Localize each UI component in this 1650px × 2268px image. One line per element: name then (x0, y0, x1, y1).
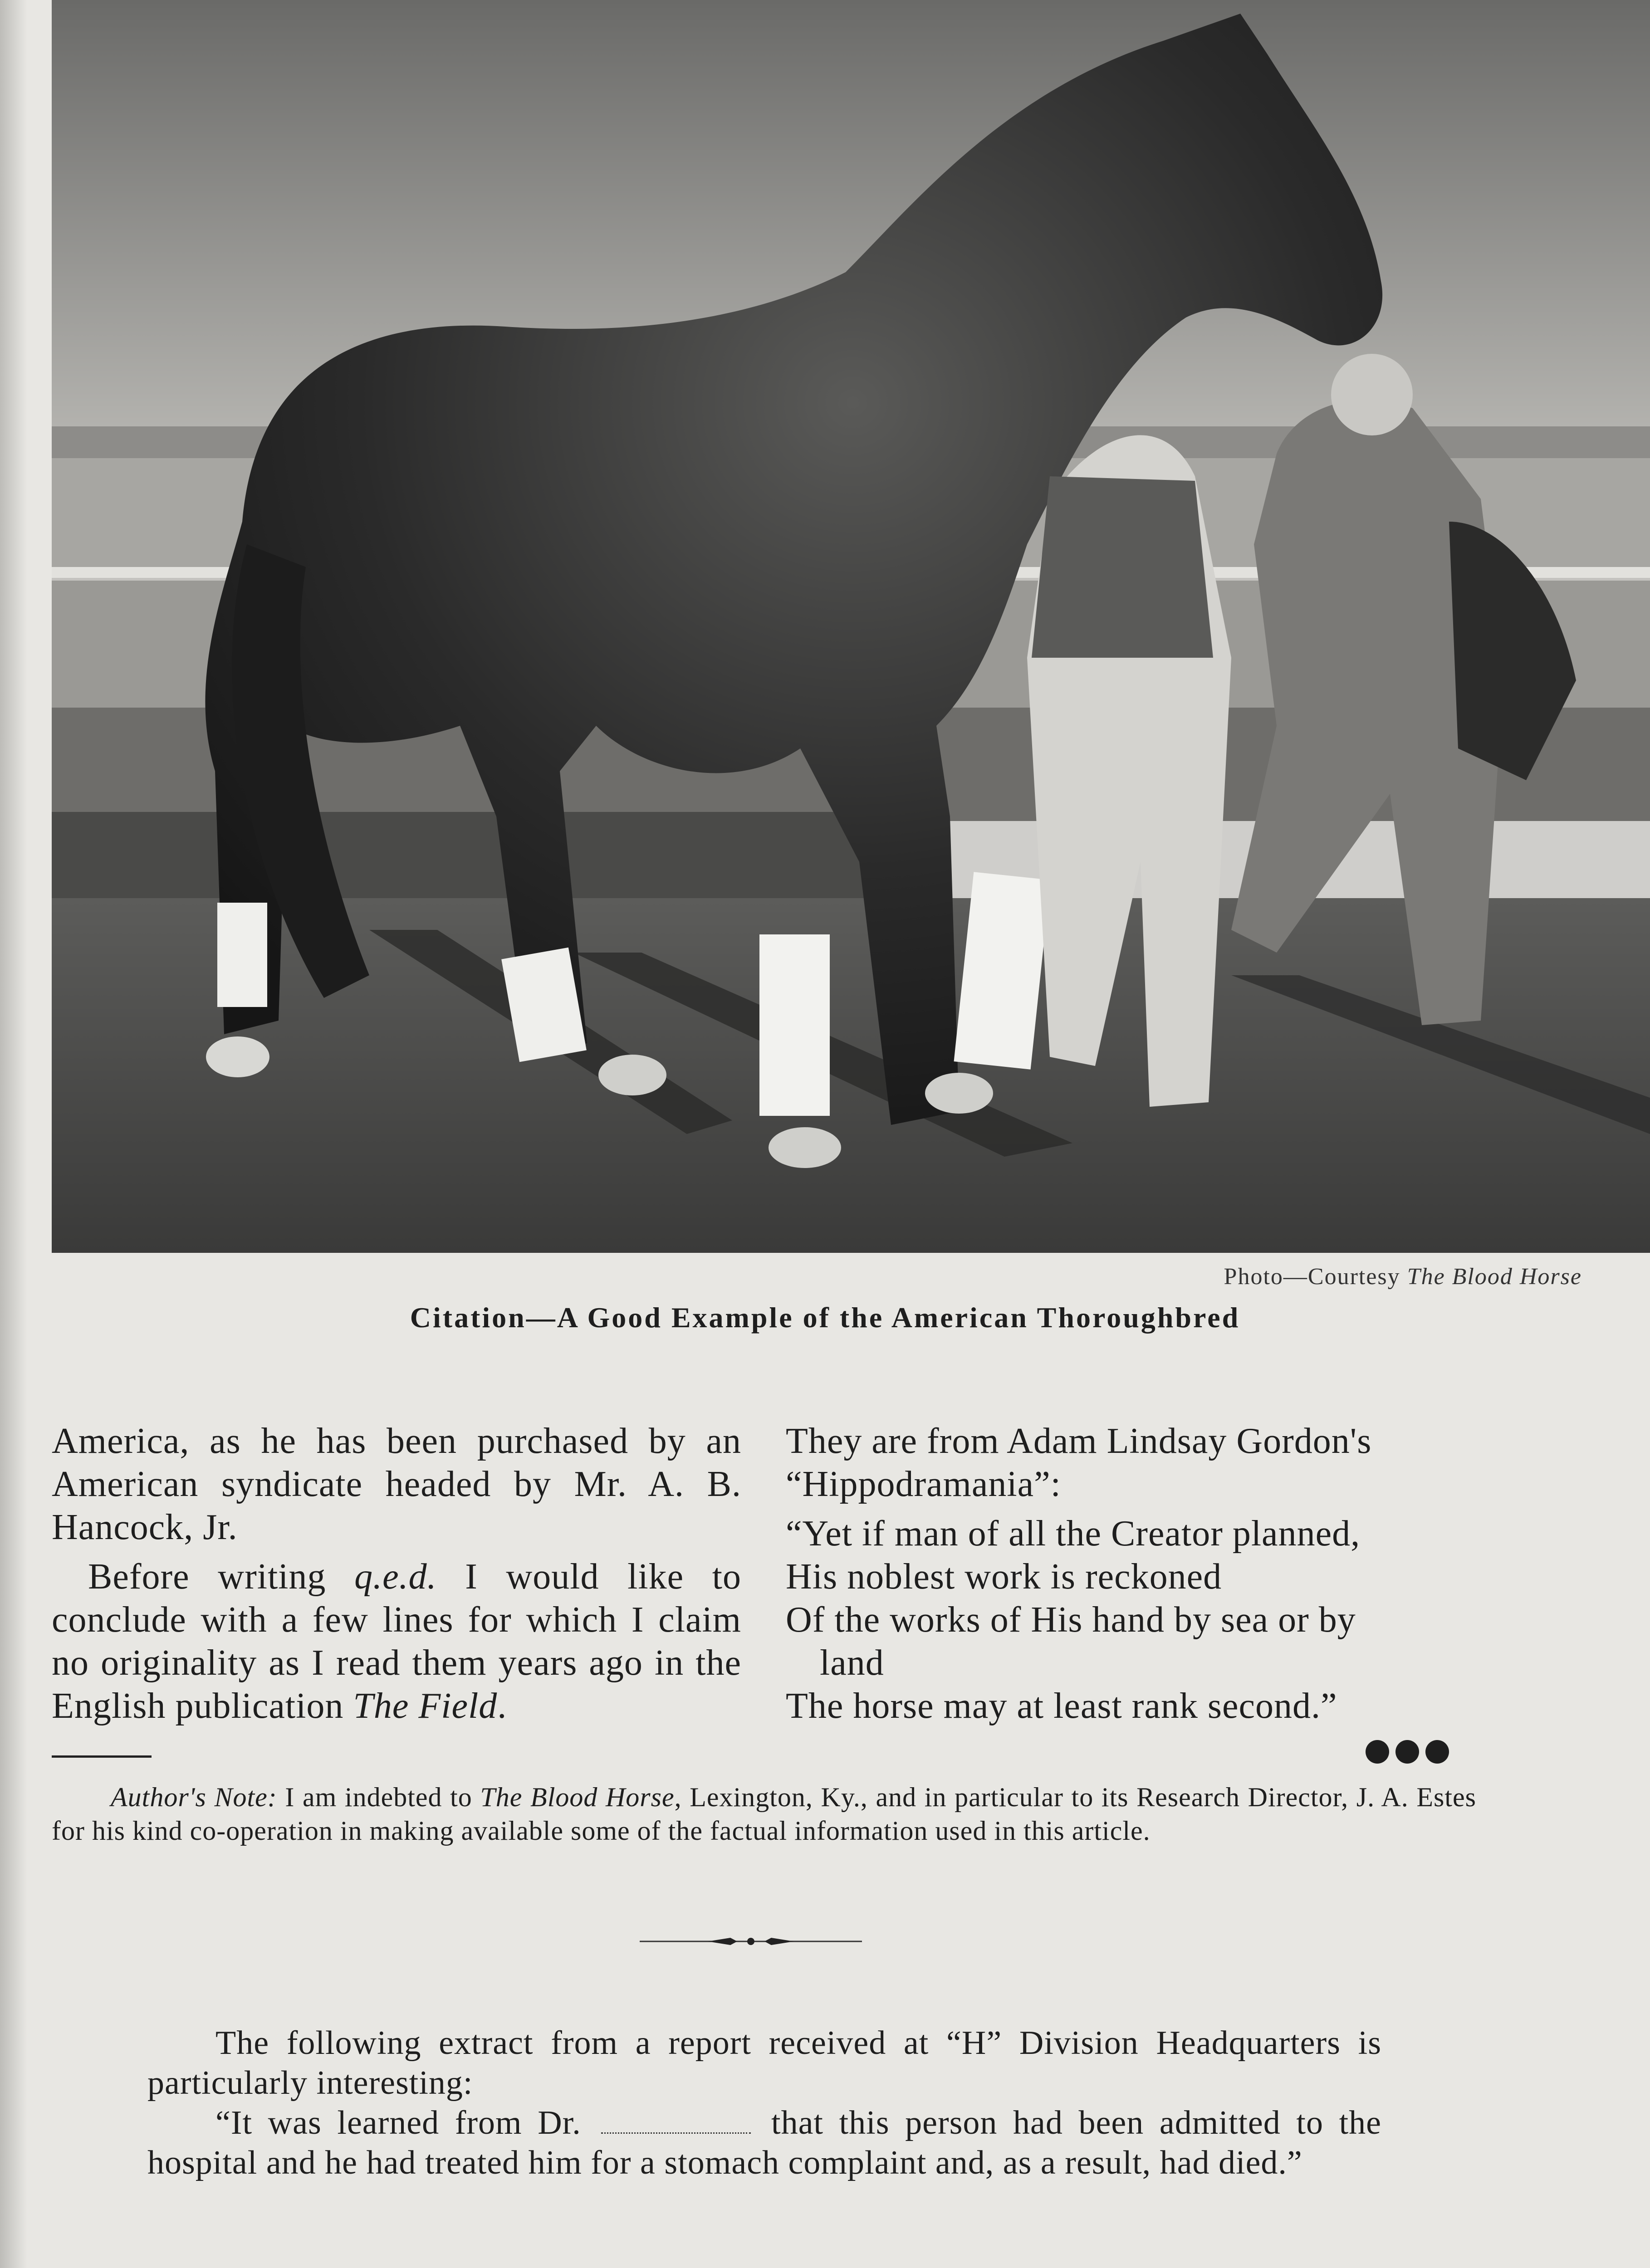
left-p2-qed: q.e.d. (354, 1557, 437, 1597)
horse-photo-illustration (52, 0, 1650, 1253)
end-mark-dots (1366, 1740, 1449, 1764)
left-p2-text-a: Before writing (88, 1557, 355, 1597)
section-divider-ornament (640, 1932, 862, 1950)
author-note-text-a: I am indebted to (277, 1782, 480, 1812)
end-dot-icon (1425, 1740, 1449, 1764)
verse-line-1: “Yet if man of all the Creator planned, (786, 1514, 1361, 1554)
left-paragraph-2 (52, 1555, 741, 1728)
author-note (52, 1780, 1476, 1848)
author-note-title: The Blood Horse (480, 1782, 675, 1812)
left-p2-text-b: I would like to conclude with a few lines for which I claim no originality as I read them years ago in the English publication (52, 1557, 742, 1726)
horse-photo (52, 0, 1650, 1253)
photo-caption: Citation—A Good Example of the American Thoroughbred (410, 1301, 1240, 1334)
photo-credit-prefix: Photo—Courtesy (1224, 1264, 1407, 1290)
divider-ornament-icon (640, 1932, 862, 1950)
verse-line-3: Of the works of His hand by sea or by (786, 1600, 1356, 1640)
end-dot-icon (1366, 1740, 1389, 1764)
photo-credit-source: The Blood Horse (1407, 1264, 1582, 1290)
verse-line-2: His noblest work is reckoned (786, 1557, 1222, 1597)
left-column (52, 1420, 741, 1728)
extract-quote-b: that this person had been admitted to the hospital and he had treated him for a stomach complaint and, as a result, had died.” (147, 2104, 1382, 2181)
end-dot-icon (1395, 1740, 1419, 1764)
left-paragraph-1: America, as he has been purchased by an American syndicate headed by Mr. A. B. Hancock, Jr. (52, 1421, 741, 1547)
extract-quote-a: “It was learned from Dr. (215, 2104, 597, 2141)
right-intro: They are from Adam Lindsay Gordon's “Hippodramania”: (786, 1421, 1372, 1504)
footnote-rule (52, 1755, 152, 1758)
left-p2-end: . (497, 1686, 507, 1726)
author-note-text-b: , Lexington, Ky., and in particular to its Research Director, J. A. Estes for his kind co-operation in making available some of the factual information used in this article. (52, 1782, 1476, 1846)
report-extract (147, 2023, 1381, 2183)
page-edge-shadow (0, 0, 27, 2268)
extract-quote (147, 2103, 1381, 2183)
author-note-label: Author's Note: (111, 1782, 277, 1812)
verse-line-5: The horse may at least rank second.” (786, 1686, 1337, 1726)
right-column (786, 1420, 1475, 1728)
verse-line-4: land (820, 1643, 884, 1683)
extract-intro: The following extract from a report received at “H” Division Headquarters is particularly interesting: (147, 2024, 1381, 2102)
redacted-blank (601, 2132, 751, 2134)
left-p2-publication: The Field (353, 1686, 498, 1726)
photo-credit (1224, 1263, 1582, 1290)
